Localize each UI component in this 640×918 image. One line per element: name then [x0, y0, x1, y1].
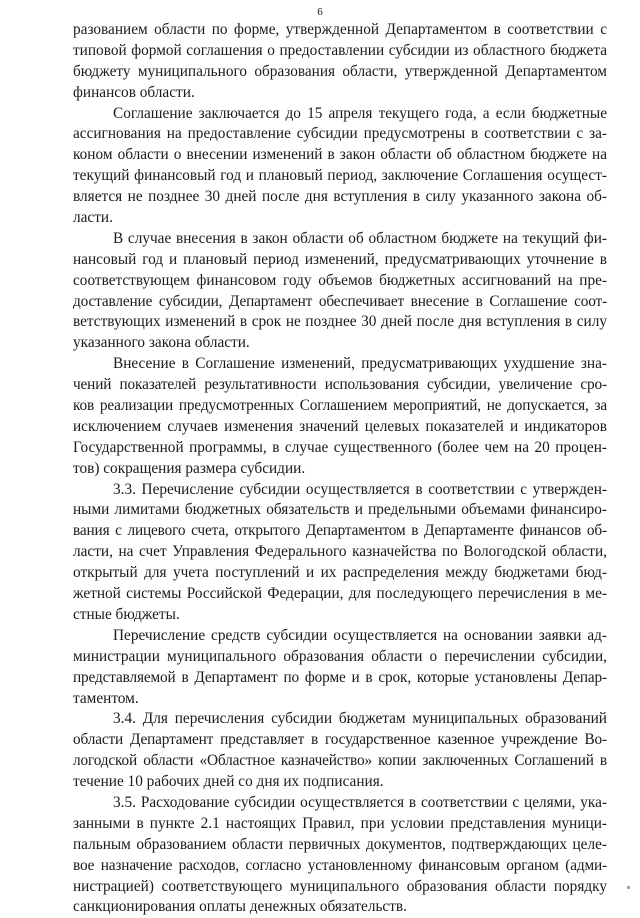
text-line: ными лимитами бюджетных обязательств и предельными объемами финансиро- — [73, 501, 607, 519]
text-line: вляется не позднее 30 дней после дня вступления в силу указанного закона об- — [73, 188, 607, 206]
text-line: занными в пункте 2.1 настоящих Правил, при условии представления муници- — [73, 814, 607, 832]
document-body — [73, 20, 607, 918]
text-line: ков реализации предусмотренных Соглашением мероприятий, не допускается, за — [73, 397, 607, 415]
text-line: открытый для учета поступлений и их распределения между бюджетами бюд- — [73, 564, 607, 582]
text-line: тов) сокращения размера субсидии. — [73, 459, 306, 477]
text-line: течение 10 рабочих дней со дня их подписания. — [73, 773, 384, 791]
text-line: исключением случаев изменения значений целевых показателей и индикаторов — [73, 417, 607, 435]
text-line: текущий финансовый год и плановый период, заключение Соглашения осущест- — [73, 167, 607, 185]
text-line: логодской области «Областное казначейство» копии заключенных Соглашений в — [73, 752, 607, 770]
text-line: таментом. — [73, 689, 139, 707]
text-line: стные бюджеты. — [73, 605, 180, 623]
text-line: Государственной программы, в случае существенного (более чем на 20 процен- — [73, 438, 607, 456]
text-line: жетной системы Российской Федерации, для последующего перечисления в ме- — [73, 585, 607, 603]
text-line: чений показателей результативности использования субсидии, увеличение сро- — [73, 376, 607, 394]
text-line: 3.5. Расходование субсидии осуществляется в соответствии с целями, ука- — [113, 793, 607, 811]
text-line: В случае внесения в закон области об областном бюджете на текущий фи- — [113, 229, 607, 247]
text-line: доставление субсидии, Департамент обеспечивает внесение в Соглашение соот- — [73, 292, 607, 310]
text-line: санкционирования оплаты денежных обязательств. — [73, 898, 407, 916]
text-line: соответствующем финансовом году объемов бюджетных ассигнований на пре- — [73, 271, 607, 289]
text-line: ласти. — [73, 209, 113, 227]
text-line: финансов области. — [73, 83, 195, 101]
text-line: вания с лицевого счета, открытого Департаментом в Департаменте финансов об- — [73, 522, 607, 540]
text-line: бюджету муниципального образования области, утвержденной Департаментом — [73, 62, 607, 80]
text-line: 3.4. Для перечисления субсидии бюджетам муниципальных образований — [113, 710, 607, 728]
text-line: нистрацией) соответствующего муниципального образования области порядку — [73, 877, 607, 895]
text-line: типовой формой соглашения о предоставлении субсидии из областного бюджета — [73, 41, 607, 59]
text-line: пальным образованием области первичных документов, подтверждающих целе- — [73, 835, 607, 853]
text-line: представляемой в Департамент по форме и в срок, которые установлены Депар- — [73, 668, 607, 686]
text-line: Перечисление средств субсидии осуществляется на основании заявки ад- — [113, 626, 607, 644]
text-line: 3.3. Перечисление субсидии осуществляется в соответствии с утвержден- — [113, 480, 607, 498]
text-line: ассигнования на предоставление субсидии предусмотрены в соответствии с за- — [73, 125, 607, 143]
text-line: ласти, на счет Управления Федерального казначейства по Вологодской области, — [73, 543, 607, 561]
text-line: вое назначение расходов, согласно установленному финансовым органом (адми- — [73, 856, 607, 874]
text-line: коном области о внесении изменений в закон области об областном бюджете на — [73, 146, 607, 164]
scan-speck — [627, 886, 630, 889]
page-number: 6 — [317, 6, 323, 18]
text-line: нансовый год и плановый период изменений, предусматривающих уточнение в — [73, 250, 607, 268]
text-line: ветствующих изменений в срок не позднее 30 дней после дня вступления в силу — [73, 313, 607, 331]
text-line: области Департамент представляет в государственное казенное учреждение Во- — [73, 731, 607, 749]
text-line: Внесение в Соглашение изменений, предусматривающих ухудшение зна- — [113, 355, 607, 373]
text-line: министрации муниципального образования области о перечислении субсидии, — [73, 647, 607, 665]
text-line: Соглашение заключается до 15 апреля текущего года, а если бюджетные — [113, 104, 607, 122]
text-line: разованием области по форме, утвержденной Департаментом в соответствии с — [73, 21, 607, 38]
text-line: указанного закона области. — [73, 334, 250, 352]
